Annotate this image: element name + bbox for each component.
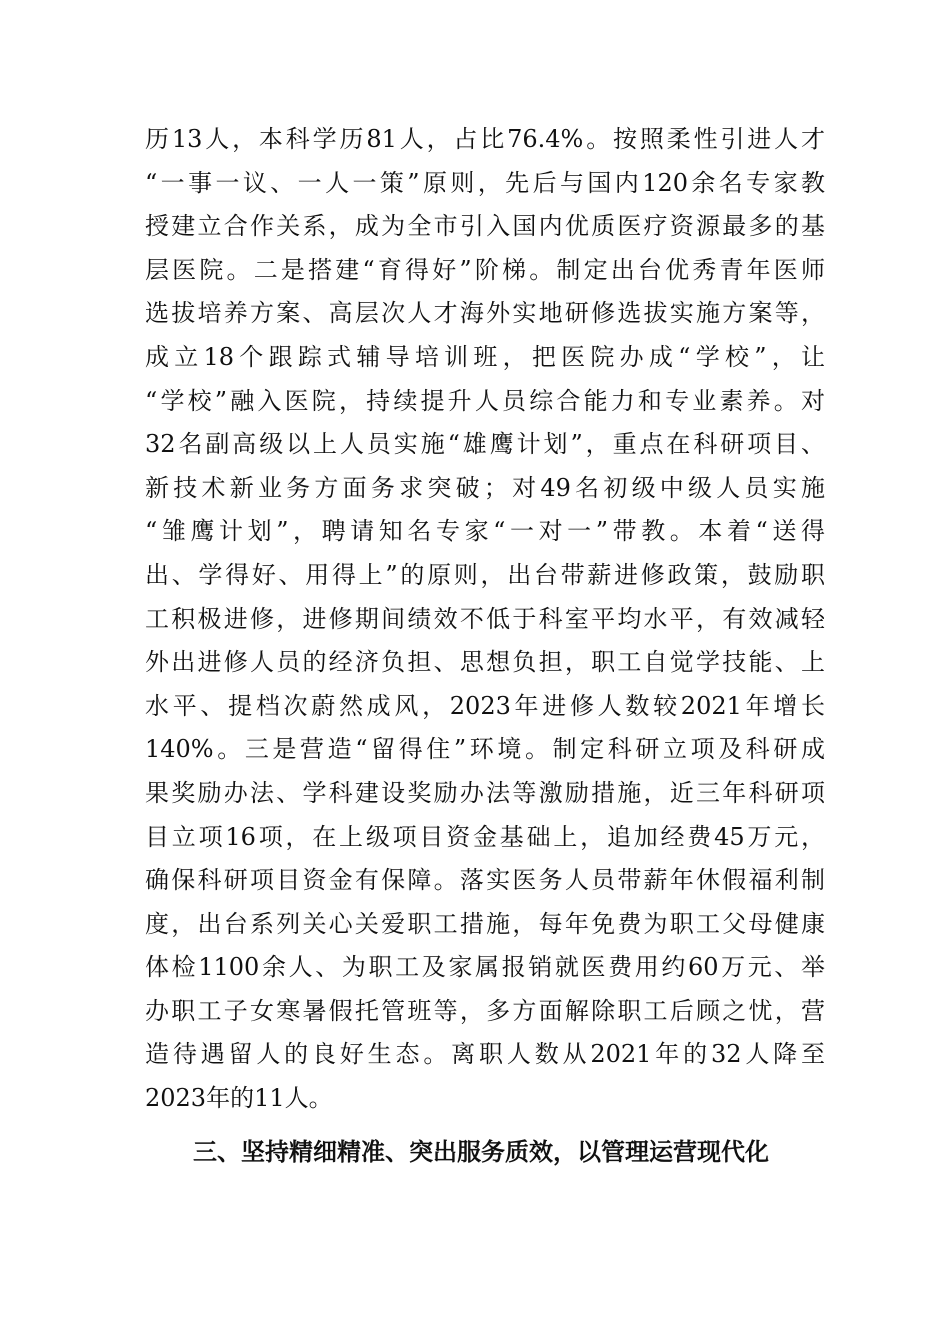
text-line: 确保科研项目资金有保障。落实医务人员带薪年休假福利制 — [145, 866, 825, 895]
body-text — [145, 118, 825, 1174]
text-line: “学校”融入医院，持续提升人员综合能力和专业素养。对 — [145, 386, 825, 415]
text-line: “一事一议、一人一策”原则，先后与国内120余名专家教 — [145, 168, 825, 197]
text-line: 体检1100余人、为职工及家属报销就医费用约60万元、举 — [145, 953, 825, 982]
text-line-last: 2023年的11人。 — [145, 1084, 333, 1113]
text-line: 外出进修人员的经济负担、思想负担，职工自觉学技能、上 — [145, 648, 825, 677]
text-line: 度，出台系列关心关爱职工措施，每年免费为职工父母健康 — [145, 909, 825, 938]
text-line: 32名副高级以上人员实施“雄鹰计划”，重点在科研项目、 — [145, 430, 825, 459]
text-line: 工积极进修，进修期间绩效不低于科室平均水平，有效减轻 — [145, 604, 825, 633]
text-line: 历13人，本科学历81人，占比76.4%。按照柔性引进人才 — [145, 125, 825, 153]
text-line: 层医院。二是搭建“育得好”阶梯。制定出台优秀青年医师 — [145, 255, 825, 284]
text-line: 目立项16项，在上级项目资金基础上，追加经费45万元， — [145, 822, 825, 851]
text-line: 办职工子女寒暑假托管班等，多方面解除职工后顾之忧，营 — [145, 996, 825, 1025]
text-line: 新技术新业务方面务求突破；对49名初级中级人员实施 — [145, 473, 825, 502]
text-line: 140%。三是营造“留得住”环境。制定科研立项及科研成 — [145, 735, 825, 764]
text-line: 造待遇留人的良好生态。离职人数从2021年的32人降至 — [145, 1040, 825, 1069]
text-line: 选拔培养方案、高层次人才海外实地研修选拔实施方案等， — [145, 299, 825, 328]
text-line: 果奖励办法、学科建设奖励办法等激励措施，近三年科研项 — [145, 778, 825, 807]
text-line: 授建立合作关系，成为全市引入国内优质医疗资源最多的基 — [145, 212, 825, 241]
section-heading: 三、坚持精细精准、突出服务质效，以管理运营现代化 — [193, 1137, 769, 1166]
text-line: 出、学得好、用得上”的原则，出台带薪进修政策，鼓励职 — [145, 560, 825, 589]
text-line: “雏鹰计划”，聘请知名专家“一对一”带教。本着“送得 — [145, 517, 825, 546]
text-line: 成立18个跟踪式辅导培训班，把医院办成“学校”，让 — [145, 342, 825, 371]
text-line: 水平、提档次蔚然成风，2023年进修人数较2021年增长 — [145, 691, 825, 720]
